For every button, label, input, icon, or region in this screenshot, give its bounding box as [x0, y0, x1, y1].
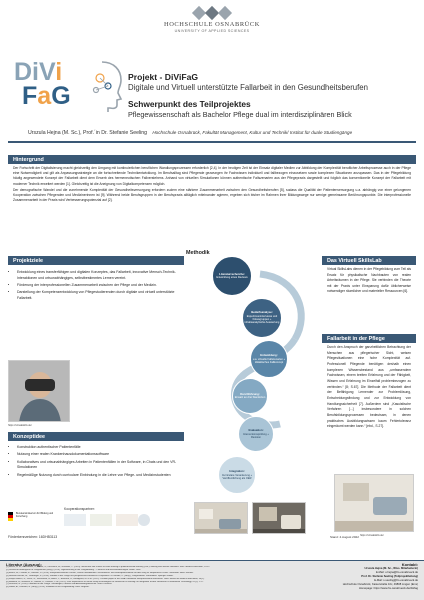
focus-subtitle: Pflegewissenschaft als Bachelor Pflege dual im interdisziplinären Blick [128, 110, 352, 119]
bmbf-logo [8, 512, 58, 521]
methodik-title: Methodik [186, 250, 210, 256]
list-item: • Kollaboratives und ortsunabhängiges Arbeiten in Patientenfällen in der Software, in Chats und den VR-Simulationen [17, 460, 184, 471]
date-stamp: Stand: 4.August 2022 [330, 535, 359, 539]
project-title: Projekt - DiViFaG [128, 72, 199, 82]
contact-email-2[interactable]: E-Mail: s.seeling@hs-osnabrueck.de [374, 578, 418, 582]
funding-code: Förderkennzeichen: 16DHB3113 [8, 535, 58, 539]
project-subtitle: Digitale und Virtuell unterstützte Fallarbeit in den Gesundheitsberufen [128, 83, 368, 92]
literature-list [6, 566, 296, 589]
university-name: HOCHSCHULE OSNABRÜCK [164, 21, 260, 28]
skillslab-photo-2 [252, 502, 306, 534]
skillslab-photo-1 [194, 502, 248, 534]
projektziele-box [8, 256, 184, 356]
contact-address: Hochschule Osnabrück, Kaiserstraße 10c, 49808 Lingen (Ems) [342, 582, 418, 586]
bmbf-text: Bundesministerium für Bildung und Forschung [16, 512, 54, 519]
focus-title: Schwerpunkt des Teilprojektes [128, 99, 251, 109]
literature-item: [2] Deutscher Bildungsrat für Pflegeberufe (Hrsg.) (2019). Digitalisierung in der Pflegebildung – Chancen und Herausforderungen. Berlin: DBR. [6, 568, 142, 571]
method-step-2: Bedarfsanalyse: Expertinneninterviews und Fokusgruppen + inhaltsanalytische Auswertung [242, 298, 282, 338]
skillslab-photo-3 [334, 474, 414, 532]
method-step-4: Durchführung: Einsatz an drei Standorten [232, 378, 268, 414]
german-flag-icon [8, 512, 13, 521]
konzeptidee-title: Konzeptidee [8, 432, 184, 441]
image-caption-left: https://virtualskills.de/ [8, 424, 32, 427]
contact-person-2: Prof. Dr. Stefanie Seeling (Teilprojektleitung) [361, 574, 418, 578]
partners-label: Kooperationspartner: [64, 507, 95, 511]
list-item: • Darstellung der Kompetenzentwicklung von Pflegestudierenden durch digitale und virtuell unterstützte Fallarbeit. [17, 290, 184, 301]
literature-item: [3] Ewers, M., Paradis, E., Herinek, D. (2019). Interprofessionelles Lernen, Lehren und Arbeiten. Gesundheits- und Sozialprofessionen auf dem Weg zu kooperativer Praxis. Weinheim: Beltz Juventa. [6, 571, 194, 574]
university-subtitle: UNIVERSITY OF APPLIED SCIENCES [174, 29, 250, 33]
skillslab-text: Virtual SkillsLabs dienen in der Pflegebildung zum Teil als Ersatz für physikalische Nachbauten von realen Arbeitsräumen in der Pflege. Sie verbinden die Theorie mit der Praxis unter Einsparung dafür üblicherweise notwendiger räumlicher und materieller Ressourcen [6]. [327, 267, 411, 294]
contact-homepage[interactable]: Homepage: https://www.hs-osnabrueck.de/divifag [358, 586, 418, 590]
fallarbeit-box [322, 334, 416, 466]
header-divider [8, 141, 416, 143]
hintergrund-text: Der Fortschritt der Digitalisierung macht gleichzeitig den Umgang mit kontinuierlichen beruflichen Wandlungsprozessen erforderlich [2,4]. In der heutigen Zeit ist der Einsatz digitaler Medien zur Abbildung der Komplexität beruflicher Arbeitsprozesse auch in der Pflege eine Notwendigkeit und gilt als Anpassungsstrategie an die fortschreitende Technikentwicklung. Im Berufsalltag sind Pflegende gezwungen ihr Fachwissen individuell und fallbezogen einzusetzen sowie komplexen Situationen anzupassen. Das in der Pflegebildung häufig angewendete Konzept der Fallarbeit dient dem Erwerb des hermeneutischen Fallverstehens. Anhand von virtuellen Simulationen können authentische Fallszenarien aus der Pflegepraxis dargestellt und folglich das konventionelle Konzept der Fallarbeit mit moderner Technik erweitert werden [1]. Gleichzeitig ist die Aneignung von Digitalkompetenzen möglich. Der demografische Wandel und die zunehmende Komplexität der Gesundheitsversorgung erfordern zudem eine stärkere Zusammenarbeit zwischen den Gesundheitsberufen [5], sodass die Qualität der Patientenversorgung u.a. abhängig von einer gelungenen Kooperation zwischen Pflegenden und Medizinerinnen ist [9]. Während beide Berufsgruppen in der Berufspraxis alltäglich miteinander agieren, ergeben sich bisher im Rahmen ihrer Bildungswege nur wenige gemeinsame Berührungspunkte. Die interprofessionelle Zusammenarbeit in der Praxis wird Verbesserungspotenzial auf [2]. [13, 166, 411, 203]
method-step-5: Evaluation: Interventionsprüfung + Revision [238, 416, 274, 452]
footer-divider [0, 560, 424, 561]
fallarbeit-title: Fallarbeit in der Pflege [322, 334, 416, 343]
method-step-3: Entwicklung: u.a. virtuelle Fallszenarien + didaktisches Fallkonzept [250, 340, 288, 378]
konzeptidee-list [8, 441, 184, 478]
hintergrund-box [8, 155, 416, 244]
author-names: Urszula Hejna (M. Sc.), Prof.´in Dr. Stefanie Seeling [28, 130, 148, 136]
literature-item: [8] Walter, A., Dütthorn, N. (Hrsg.) (2019). Fallarbeit in der Pflegebildung. Bern: Hogrefe. [6, 586, 90, 589]
fallarbeit-text: Durch den Anspruch der ganzheitlichen Betrachtung der Menschen aus pflegerischer Sicht, weisen Pflegesituationen eine hohe Komplexität auf. Professionell Pflegende benötigen deshalb einen komplexen Wissensbestand aus „umfassendem Fachwissen, einem breiten Erfahrung und der Fähigkeit, Wissen und Erfahrung im Einzelfall problembezogen zu verbinden.“ [8; S.67]. Die Methode der Fallarbeit dient der Befähigung Lernender zur Problemlösung, Entscheidungsfindung und zur Entwicklung von Handlungssicherheit [7]. Außerdem sind „Kasuistische Verfahren [...] insbesondere in solchen Berufsbildungsprozessen bedeutsam, in denen praktisches Ausbildungswissen kaum Fehlertoleranz eingeräumt werden kann.“ [ebd., S.27]. [327, 345, 411, 429]
skillslab-box [322, 256, 416, 328]
konzeptidee-box [8, 432, 184, 502]
literature-item: [6] Mäkinen, H., Haavisto, E., Havola, S., Koivisto, J.-M. (2022). User experiences of virtual reality technologies for healthcare in learning: an integrative review. Behaviour & Information Technology, 41(1), 1-17. [6, 580, 204, 583]
head-profile-icon [84, 60, 124, 112]
literature-item: [7] Schrems, B. (2016). Fallarbeit in der Pflege. Grundlagen, Formen und Anwendungsbereiche. Wien: Facultas. [6, 583, 113, 586]
literature-item: [4] Hülsken-Giesler, M., Daxberger, S. (2018). Robotik in der Pflege aus pflegewissenschaftlicher Perspektive. In: Bendel, O. (Hrsg.), Pflegeroboter. Wiesbaden: Springer Gabler. [6, 574, 174, 577]
method-step-1: Literaturrecherche: Entwicklung eines Reviews [212, 256, 252, 296]
literature-title: Literatur (Auszug): [6, 562, 42, 567]
contact-block [296, 567, 418, 590]
author-institution: Hochschule Osnabrück, Fakultät Management, Kultur und Technik/ Institut für duale Studiengänge [152, 130, 353, 135]
contact-email-1[interactable]: E-Mail: u.hejna@hs-osnabrueck.de [375, 570, 418, 574]
partner-logos [64, 512, 154, 530]
skillslab-title: Das Virtuell SkillsLab [322, 256, 416, 265]
university-logo [150, 8, 274, 33]
list-item: • Regelmäßige Nutzung durch curriculare Einbindung in die Lehre von Pflege- und Medizinstudenten [17, 473, 184, 479]
image-caption-right: https://virtualskills.de/ [360, 534, 384, 537]
hintergrund-title: Hintergrund [8, 155, 416, 164]
list-item: • Nutzung einer realen Krankenhausdokumentationssoftware [17, 452, 184, 458]
contact-title: Kontakt: [401, 562, 418, 567]
literature-item: [1] Bosse, H. M., Huwendiek, S., Skelin, S., Kirschfink, M., Nikendei, C. (2020). Interactive film scenes for tutor training in problem-based learning (PBL): dealing with difficult situations. BMC Medical Education, 10:52. [6, 566, 211, 568]
vr-headset-image [8, 360, 70, 422]
list-item: • Förderung der interprofessionellen Zusammenarbeit zwischen der Pflege und der Medizin. [17, 283, 184, 289]
projektziele-list [8, 265, 184, 302]
projektziele-title: Projektziele [8, 256, 184, 265]
university-mark-icon [150, 8, 274, 18]
authors-line [28, 130, 418, 136]
divifag-logo: DiVi FaG [14, 58, 120, 116]
list-item: • Konstruktion authentischer Patientenfälle [17, 445, 184, 451]
title-block [128, 72, 418, 119]
list-item: • Entwicklung eines transferfähigen und digitalen Konzeptes, das Fallarbeit, innovative Mensch-Technik-Interaktionen und ortsunabhängiges, selbstbestimmtes Lernen vereint. [17, 270, 184, 281]
literature-item: [5] Kaap-Fröhlich, S., Ulrich, G., Wershofen, B., Ahles, J., Behrend, R., Handgraaf, M. et al. (2022). Position paper of the GMA Committee Interprofessional Education. GMS Journal for Medical Education, 39(2). [6, 577, 205, 580]
contact-person-1: Urszula Hejna (M. Sc., Wiss. Mitarbeiterin) [364, 567, 418, 570]
method-step-6: Integration: Curriculare Verankerung + Veröffentlichung als OER [218, 456, 256, 494]
